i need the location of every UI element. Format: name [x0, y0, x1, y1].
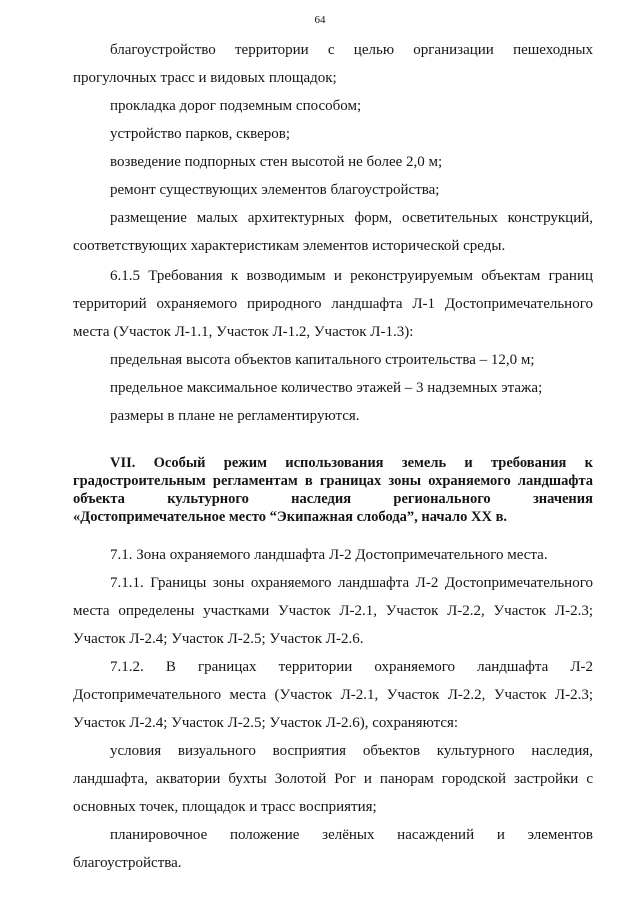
paragraph-max-floors: предельное максимальное количество этажей – 3 надземных этажа; [110, 380, 543, 396]
paragraph-max-height: предельная высота объектов капитального строительства – 12,0 м; [110, 352, 535, 368]
section-heading-vii: VII. Особый режим использования земель и требования к градостроительным регламентам в границах зоны охраняемого ландшафта объекта культурного наследия регионального значения «Достопримечательное место “Экипажная слобода”, начало XX в. [73, 455, 593, 525]
paragraph-parks: устройство парков, скверов; [110, 126, 291, 142]
paragraph-landscaping-trails: благоустройство территории с целью организации пешеходных прогулочных трасс и видовых площадок; [73, 42, 593, 86]
document-body [73, 36, 593, 877]
paragraph-retaining-walls: возведение подпорных стен высотой не более 2,0 м; [110, 154, 443, 170]
page-number: 64 [314, 14, 326, 26]
paragraph-plan-dimensions: размеры в плане не регламентируются. [110, 408, 360, 424]
paragraph-section-7-1-2: 7.1.2. В границах территории охраняемого ландшафта Л-2 Достопримечательного места (Участок Л-2.1, Участок Л-2.2, Участок Л-2.3; Участок Л-2.4; Участок Л-2.5; Участок Л-2.6), сохраняются: [73, 658, 593, 731]
paragraph-section-7-1-1: 7.1.1. Границы зоны охраняемого ландшафта Л-2 Достопримечательного места определены участками Участок Л-2.1, Участок Л-2.2, Участок Л-2.3; Участок Л-2.4; Участок Л-2.5; Участок Л-2.6. [73, 574, 593, 647]
paragraph-small-architectural-forms: размещение малых архитектурных форм, осветительных конструкций, соответствующих характеристикам элементов исторической среды. [73, 210, 593, 254]
paragraph-underground-roads: прокладка дорог подземным способом; [110, 98, 362, 114]
paragraph-repair: ремонт существующих элементов благоустройства; [110, 182, 440, 198]
paragraph-section-6-1-5: 6.1.5 Требования к возводимым и реконструируемым объектам границ территорий охраняемого природного ландшафта Л-1 Достопримечательного места (Участок Л-1.1, Участок Л-1.2, Участок Л-1.3): [73, 268, 593, 340]
paragraph-green-planting: планировочное положение зелёных насаждений и элементов благоустройства. [73, 826, 593, 871]
paragraph-section-7-1: 7.1. Зона охраняемого ландшафта Л-2 Достопримечательного места. [110, 546, 548, 563]
paragraph-visual-perception: условия визуального восприятия объектов культурного наследия, ландшафта, акватории бухты Золотой Рог и панорам городской застройки с основных точек, площадок и трасс восприятия; [73, 742, 593, 815]
